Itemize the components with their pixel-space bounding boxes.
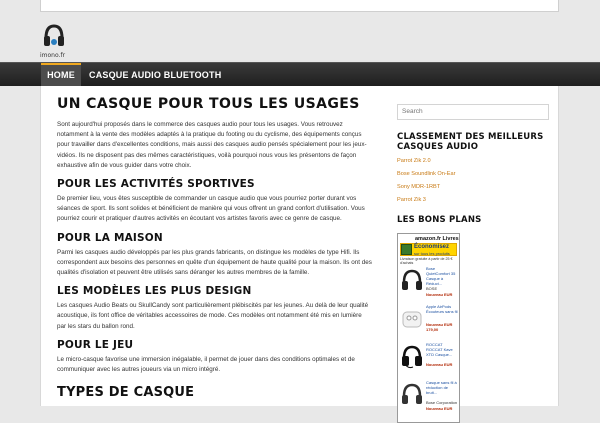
- ranking-link-parrot-zik-3[interactable]: Parrot Zik 3: [397, 196, 426, 203]
- amazon-note: Livraison gratuite à partir de 25 € d'achats: [400, 256, 453, 265]
- ranking-title: CLASSEMENT DES MEILLEURS CASQUES AUDIO: [397, 131, 544, 152]
- headphones-product-icon: [400, 268, 424, 294]
- amazon-header: [398, 234, 459, 264]
- amazon-product-price: Nouveau EUR: [426, 291, 453, 297]
- search-input[interactable]: [397, 104, 549, 120]
- section-heading-sport: POUR LES ACTIVITÉS SPORTIVES: [57, 178, 255, 191]
- nav-casque-audio-bluetooth[interactable]: CASQUE AUDIO BLUETOOTH: [89, 70, 222, 80]
- amazon-product-price: Nouveau EUR 179,00: [426, 321, 453, 332]
- amazon-product[interactable]: [398, 264, 459, 302]
- section-text-design: Les casques Audio Beats ou SkullCandy sont particulièrement plébiscités par les jeunes. Au delà de leur qualité acoustique, ils font office de véritables accessoires de mode. Ces modèles ont notamment été mis en lumière par les stars du ballon rond.: [57, 302, 369, 330]
- amazon-product[interactable]: [398, 378, 459, 416]
- amazon-product-brand: Bose Corporation: [426, 399, 458, 405]
- section-text-maison: Parmi les casques audio développés par les plus grands fabricants, on distingue les modèles de type Hifi. Ils correspondent aux besoins des personnes en quête d'un équipement de haute qualité pour la maison. Ils ont des qualités d'isolation et peuvent être utilisés sans déranger les autres membres de la famille.: [57, 248, 372, 277]
- main-nav: [0, 62, 600, 86]
- ranking-link-bose-soundlink[interactable]: Bose Soundlink On-Ear: [397, 170, 456, 177]
- earbuds-product-icon: [400, 306, 424, 332]
- main-content: [57, 96, 372, 404]
- ranking-link-parrot-zik-2[interactable]: Parrot Zik 2.0: [397, 157, 431, 164]
- amazon-product-title[interactable]: Bose QuietComfort 35 Casque à Réduct...: [426, 265, 456, 286]
- gaming-headset-product-icon: [400, 344, 424, 370]
- ranking-link-sony-mdr[interactable]: Sony MDR-1RBT: [397, 183, 441, 190]
- section-heading-jeu: POUR LE JEU: [57, 338, 134, 351]
- amazon-widget[interactable]: [397, 233, 460, 423]
- content-wrapper: [40, 86, 559, 411]
- headphones-product-icon: [400, 382, 424, 408]
- amazon-product-brand: BOSE: [426, 285, 438, 291]
- deals-title: LES BONS PLANS: [397, 214, 482, 225]
- amazon-product-title[interactable]: ROCCAT ROCCAT Kave XTD Casque...: [426, 341, 453, 357]
- section-heading-types: TYPES DE CASQUE: [57, 385, 195, 401]
- amazon-product-price: Nouveau EUR: [426, 361, 453, 367]
- header: [0, 12, 600, 62]
- section-heading-design: LES MODÈLES LES PLUS DESIGN: [57, 285, 252, 298]
- amazon-banner-text: Économisez: [414, 243, 450, 250]
- page-title: UN CASQUE POUR TOUS LES USAGES: [57, 96, 360, 112]
- gift-icon: [401, 244, 412, 255]
- amazon-logo[interactable]: amazon.fr Livres: [415, 235, 459, 242]
- section-text-sport: De premier lieu, vous êtes susceptible de commander un casque audio que vous pourriez porter durant vos séances de sport. Ils sont solides et bénéficient de manière qui vous offrent un grand confort d'utilisation. Vous pourriez courir et pratiquer d'autres activités en écoutant vos artistes favoris avec ce genre de casque.: [57, 195, 365, 223]
- top-bar: [40, 0, 559, 12]
- section-text-jeu: Le micro-casque favorise une immersion inégalable, il permet de jouer dans des conditions optimales et de communiquer avec les autres joueurs via un micro intégré.: [57, 355, 355, 374]
- section-heading-maison: POUR LA MAISON: [57, 231, 163, 244]
- amazon-product[interactable]: [398, 302, 459, 340]
- amazon-product-price: Nouveau EUR: [426, 405, 453, 411]
- nav-home[interactable]: HOME: [41, 63, 81, 87]
- amazon-product[interactable]: [398, 340, 459, 378]
- intro-paragraph: Sont aujourd'hui proposés dans le commerce des casques audio pour tous les usages. Vous retrouvez notamment à la vente des modèles adaptés à la pratique du footing ou du cyclisme, des équipements conçus pour travailler dans d'excellentes conditions, mais aussi des casques audio pensés spécialement pour les jeux-vidéos. Ils ne disposent pas des mêmes caractéristiques, voilà pourquoi nous vous les présentons de façon exhaustive afin de vous guider dans votre choix.: [57, 121, 367, 169]
- sidebar: [397, 100, 549, 423]
- amazon-product-title[interactable]: Casque sans fil à réduction de bruit...: [426, 379, 457, 395]
- logo-text: imono.fr: [40, 52, 66, 59]
- amazon-product-title[interactable]: Apple AirPods Écouteurs sans fil: [426, 303, 458, 314]
- amazon-banner-sub: sur tous les produits: [414, 250, 450, 256]
